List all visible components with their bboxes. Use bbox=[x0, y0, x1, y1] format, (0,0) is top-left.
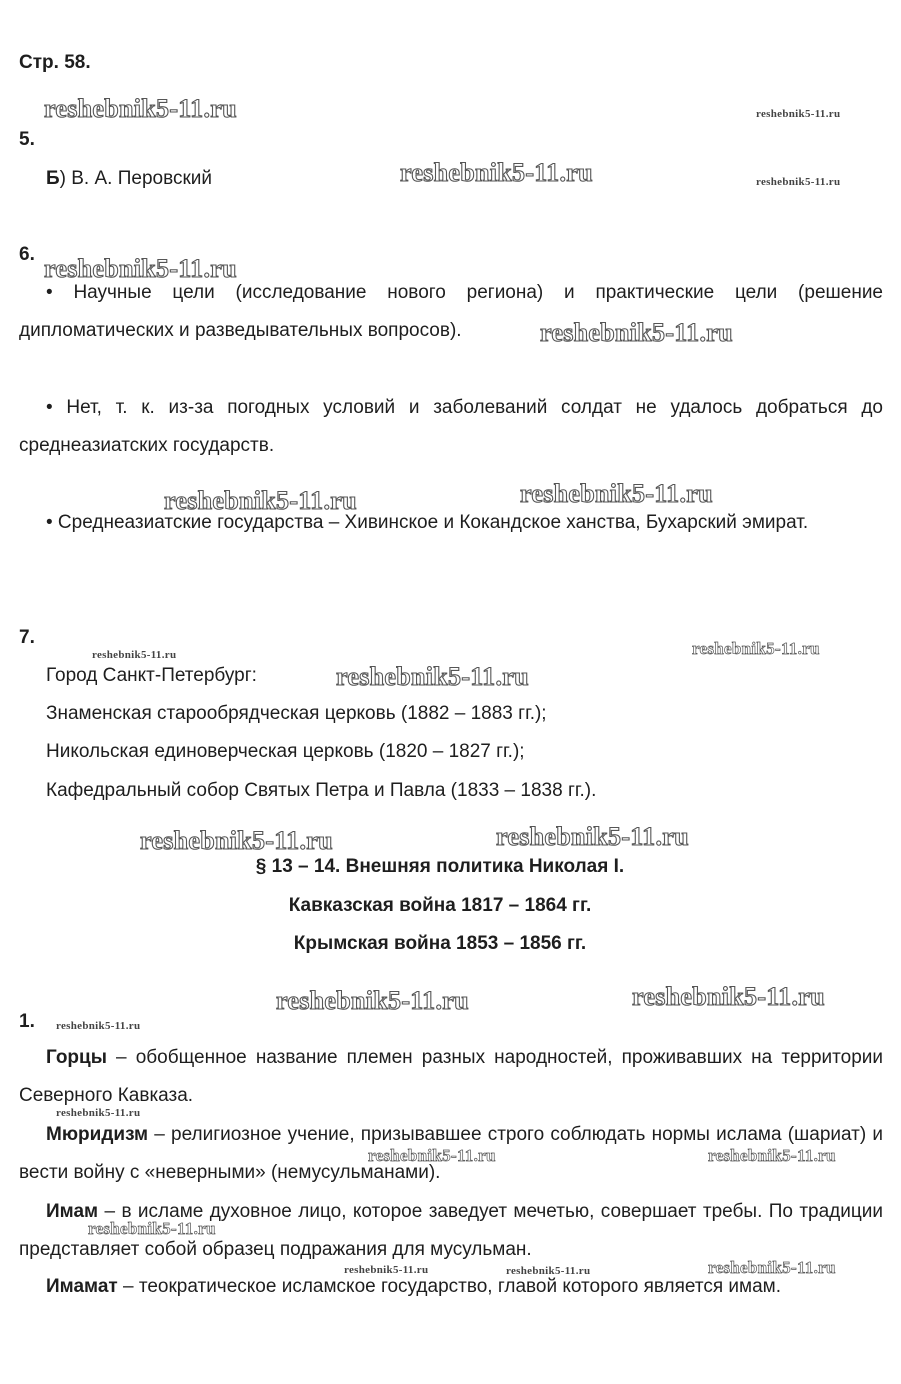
definition: – в исламе духовное лицо, которое заведует мечетью, совершает требы. По традиции представляет собой образец подражания для мусульман. bbox=[19, 1201, 883, 1260]
watermark: reshebnik5-11.ru bbox=[506, 1265, 591, 1277]
watermark: reshebnik5-11.ru bbox=[56, 1107, 141, 1119]
watermark: reshebnik5-11.ru bbox=[44, 254, 237, 283]
watermark: reshebnik5-11.ru bbox=[336, 662, 529, 691]
watermark: reshebnik5-11.ru bbox=[520, 479, 713, 508]
watermark: reshebnik5-11.ru bbox=[756, 108, 841, 120]
watermark: reshebnik5-11.ru bbox=[692, 639, 820, 658]
term: Мюридизм bbox=[46, 1124, 149, 1145]
watermark: reshebnik5-11.ru bbox=[632, 982, 825, 1011]
watermark: reshebnik5-11.ru bbox=[368, 1146, 496, 1165]
watermark: reshebnik5-11.ru bbox=[496, 822, 689, 851]
section-subtitle: Кавказская война 1817 – 1864 гг. bbox=[288, 895, 592, 916]
task7-line: Никольская единоверческая церковь (1820 – 1827 гг.); bbox=[46, 741, 525, 762]
task5-answer-letter: Б bbox=[46, 168, 60, 189]
term: Имамат bbox=[46, 1276, 118, 1297]
task5-answer bbox=[46, 168, 212, 190]
task6-paragraph-3: • Среднеазиатские государства – Хивинское и Кокандское ханства, Бухарский эмират. bbox=[46, 512, 809, 533]
task7-line: Знаменская старообрядческая церковь (1882 – 1883 гг.); bbox=[46, 703, 547, 724]
definition: – обобщенное название племен разных народностей, проживавших на территории Северного Кавказа. bbox=[19, 1047, 883, 1106]
task6-paragraph-1: • Научные цели (исследование нового региона) и практические цели (решение дипломатических и разведывательных вопросов). bbox=[19, 282, 883, 341]
watermark: reshebnik5-11.ru bbox=[92, 649, 177, 661]
task7-line: Город Санкт-Петербург: bbox=[46, 665, 257, 686]
watermark: reshebnik5-11.ru bbox=[540, 318, 733, 347]
task6-paragraph-2: • Нет, т. к. из-за погодных условий и заболеваний солдат не удалось добраться до среднеазиатских государств. bbox=[19, 397, 883, 456]
watermark: reshebnik5-11.ru bbox=[44, 94, 237, 123]
watermark: reshebnik5-11.ru bbox=[400, 158, 593, 187]
section-subtitle: Крымская война 1853 – 1856 гг. bbox=[293, 933, 587, 954]
task7-number: 7. bbox=[19, 627, 35, 648]
watermark: reshebnik5-11.ru bbox=[88, 1219, 216, 1238]
watermark: reshebnik5-11.ru bbox=[164, 486, 357, 515]
task5-answer-text: ) В. А. Перовский bbox=[59, 168, 212, 189]
term: Имам bbox=[46, 1201, 99, 1222]
definition: – теократическое исламское государство, главой которого является имам. bbox=[117, 1276, 781, 1297]
watermark: reshebnik5-11.ru bbox=[756, 176, 841, 188]
term: Горцы bbox=[46, 1047, 107, 1068]
task5-number: 5. bbox=[19, 129, 35, 150]
task6-number: 6. bbox=[19, 244, 35, 265]
page-header: Стр. 58. bbox=[19, 52, 91, 73]
watermark: reshebnik5-11.ru bbox=[56, 1020, 141, 1032]
definition-paragraph bbox=[19, 1039, 883, 1115]
watermark: reshebnik5-11.ru bbox=[708, 1258, 836, 1277]
watermark: reshebnik5-11.ru bbox=[276, 986, 469, 1015]
watermark: reshebnik5-11.ru bbox=[344, 1264, 429, 1276]
watermark: reshebnik5-11.ru bbox=[140, 826, 333, 855]
task1-number: 1. bbox=[19, 1011, 35, 1032]
watermark: reshebnik5-11.ru bbox=[708, 1146, 836, 1165]
section-title: § 13 – 14. Внешняя политика Николая I. bbox=[255, 856, 625, 877]
task7-line: Кафедральный собор Святых Петра и Павла (1833 – 1838 гг.). bbox=[46, 780, 597, 801]
definition: – религиозное учение, призывавшее строго соблюдать нормы ислама (шариат) и вести войну с «неверными» (немусульманами). bbox=[19, 1124, 883, 1183]
